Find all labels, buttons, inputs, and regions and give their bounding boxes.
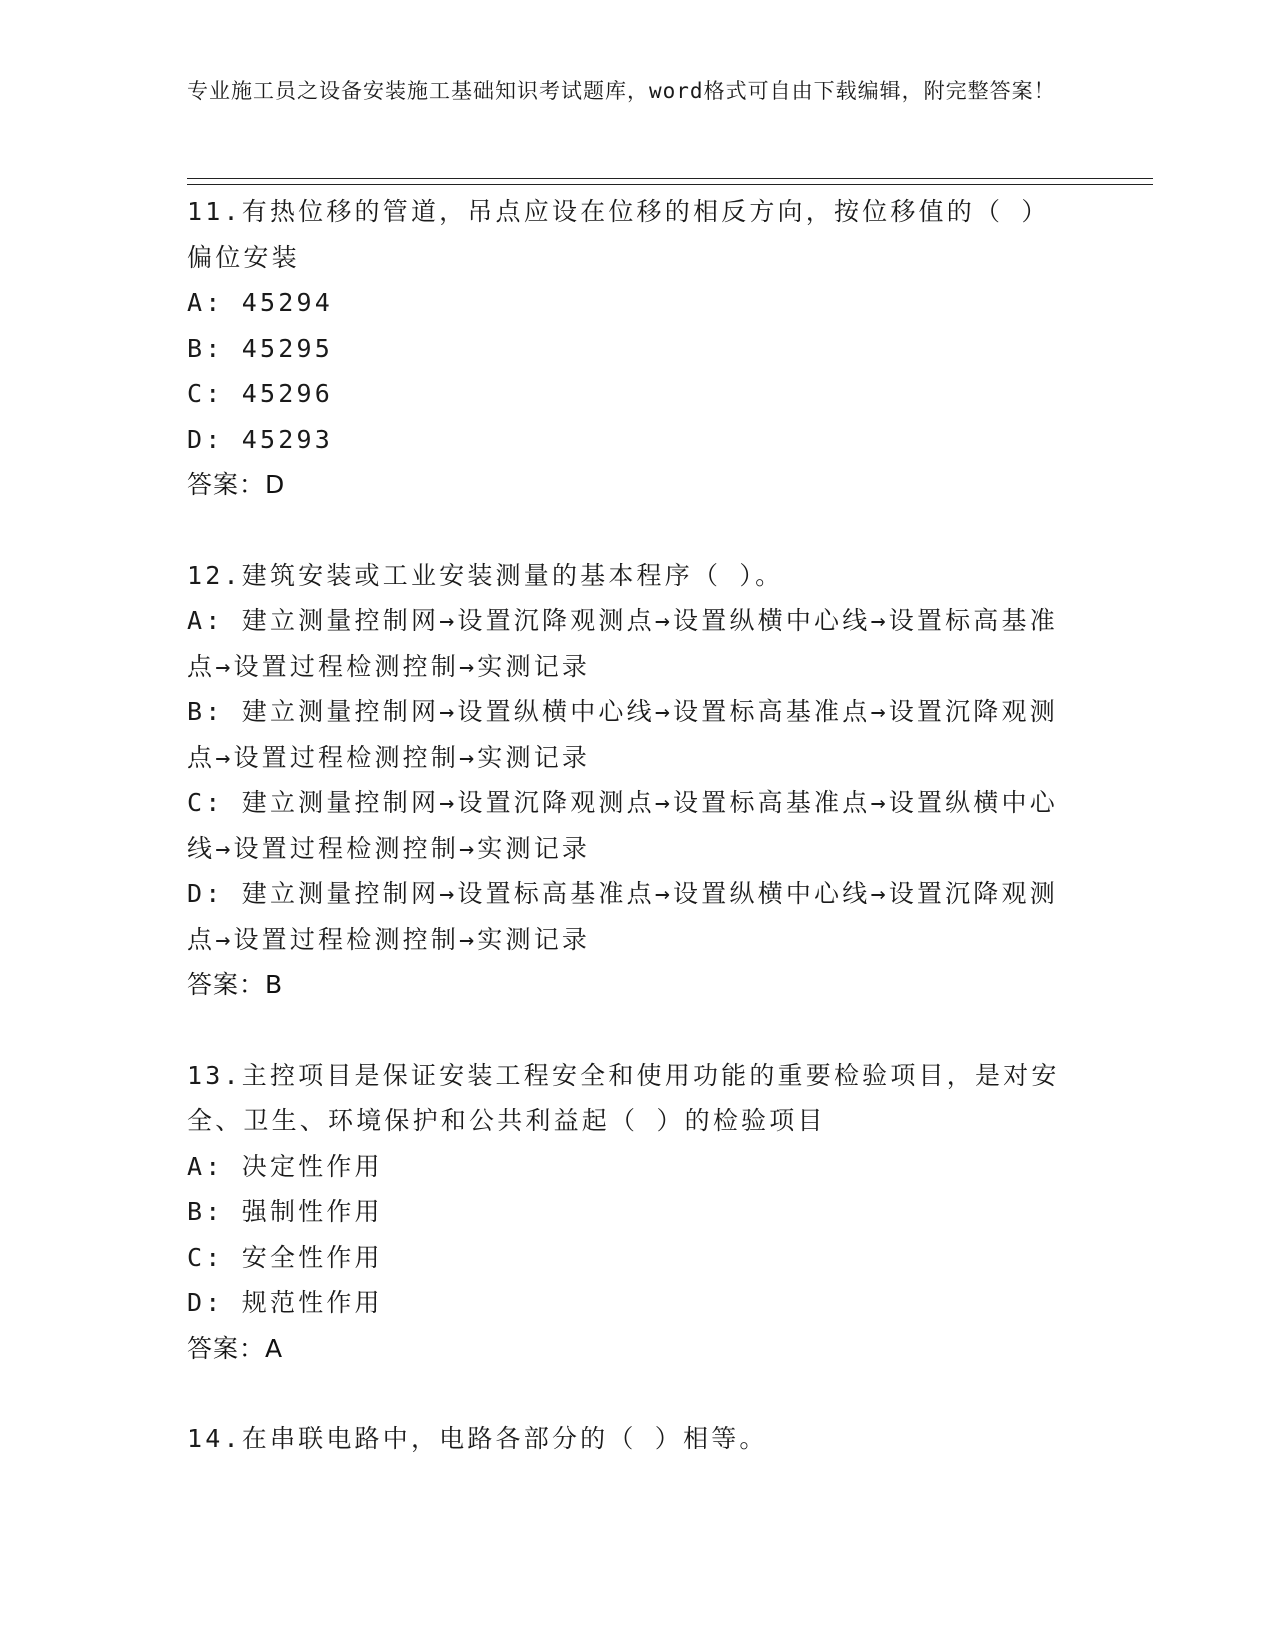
answer-line: 答案：A: [187, 1333, 284, 1363]
question-list: [187, 189, 1067, 1462]
question-spacer: [187, 508, 1067, 553]
answer-line: 答案：B: [187, 970, 284, 999]
question-stem: 11.有热位移的管道，吊点应设在位移的相反方向，按位移值的（ ）偏位安装: [187, 197, 1050, 272]
option-c: C: 45296: [187, 379, 334, 408]
question-stem: 12.建筑安装或工业安装测量的基本程序（ ）。: [187, 560, 784, 590]
option-d: D: 45293: [187, 424, 334, 454]
document-header: [187, 74, 1067, 108]
option-a: A: 决定性作用: [187, 1151, 383, 1181]
header-divider-bottom: [187, 184, 1153, 185]
option-a: A: 45294: [187, 288, 334, 317]
option-c: C: 安全性作用: [187, 1242, 383, 1272]
option-c: C: 建立测量控制网→设置沉降观测点→设置标高基准点→设置纵横中心线→设置过程检测控制→实测记录: [187, 788, 1058, 863]
option-d: D: 建立测量控制网→设置标高基准点→设置纵横中心线→设置沉降观测点→设置过程检测控制→实测记录: [187, 879, 1058, 954]
answer-line: 答案：D: [187, 470, 286, 499]
option-b: B: 强制性作用: [187, 1197, 383, 1226]
question-13: [187, 1053, 1067, 1372]
question-12: [187, 553, 1067, 1008]
question-stem: 14.在串联电路中，电路各部分的（ ）相等。: [187, 1424, 768, 1453]
question-spacer: [187, 1008, 1067, 1053]
header-title: 专业施工员之设备安装施工基础知识考试题库，word格式可自由下载编辑，附完整答案！: [187, 79, 1056, 103]
question-spacer: [187, 1371, 1067, 1416]
question-14: [187, 1416, 1067, 1462]
question-stem: 13.主控项目是保证安装工程安全和使用功能的重要检验项目，是对安全、卫生、环境保护和公共利益起（ ）的检验项目: [187, 1060, 1060, 1135]
option-b: B: 45295: [187, 333, 334, 363]
header-divider-top: [187, 178, 1153, 179]
question-11: [187, 189, 1067, 508]
option-d: D: 规范性作用: [187, 1288, 383, 1317]
option-b: B: 建立测量控制网→设置纵横中心线→设置标高基准点→设置沉降观测点→设置过程检测控制→实测记录: [187, 697, 1058, 772]
option-a: A: 建立测量控制网→设置沉降观测点→设置纵横中心线→设置标高基准点→设置过程检测控制→实测记录: [187, 606, 1058, 681]
